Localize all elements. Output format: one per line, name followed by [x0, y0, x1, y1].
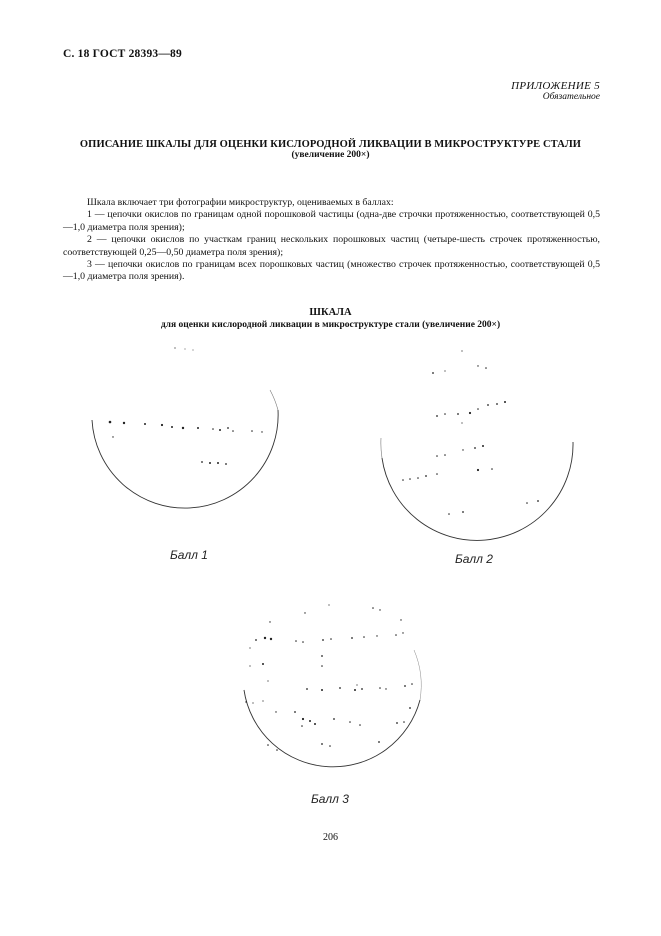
description-item-3: 3 — цепочки окислов по границам всех порошковых частиц (множество строчек протяженностью, соответствующей 0,5—1,0 диаметра поля зрения). [63, 259, 600, 283]
caption-ball-3: Балл 3 [311, 792, 349, 806]
micrograph-ball-2 [381, 350, 573, 540]
description-intro: Шкала включает три фотографии микроструктур, оцениваемых в баллах: [87, 197, 394, 208]
appendix-number: ПРИЛОЖЕНИЕ 5 [511, 80, 600, 92]
appendix-status: Обязательное [542, 92, 600, 102]
scale-title-subtitle: для оценки кислородной ликвации в микроструктуре стали (увеличение 200×) [160, 320, 501, 330]
document-header: С. 18 ГОСТ 28393—89 [63, 48, 182, 60]
description-item-2: 2 — цепочки окислов по участкам границ нескольких порошковых частиц (четыре-шесть строчек протяженностью, соответствующей 0,25—0,50 диаметра поля зрения); [63, 234, 600, 258]
micrograph-ball-3 [244, 604, 421, 766]
description-item-1: 1 — цепочки окислов по границам одной порошковой частицы (одна-две строчки протяженностью, соответствующей 0,5—1,0 диаметра поля зрения); [63, 209, 600, 233]
caption-ball-1: Балл 1 [170, 548, 208, 562]
caption-ball-2: Балл 2 [455, 552, 493, 566]
scale-title-main: ШКАЛА [309, 307, 352, 318]
micrograph-ball-1 [92, 347, 278, 508]
page-number: 206 [323, 832, 338, 843]
section-title-main: ОПИСАНИЕ ШКАЛЫ ДЛЯ ОЦЕНКИ КИСЛОРОДНОЙ ЛИКВАЦИИ В МИКРОСТРУКТУРЕ СТАЛИ [79, 139, 582, 150]
section-title-magnification: (увеличение 200×) [291, 150, 370, 160]
